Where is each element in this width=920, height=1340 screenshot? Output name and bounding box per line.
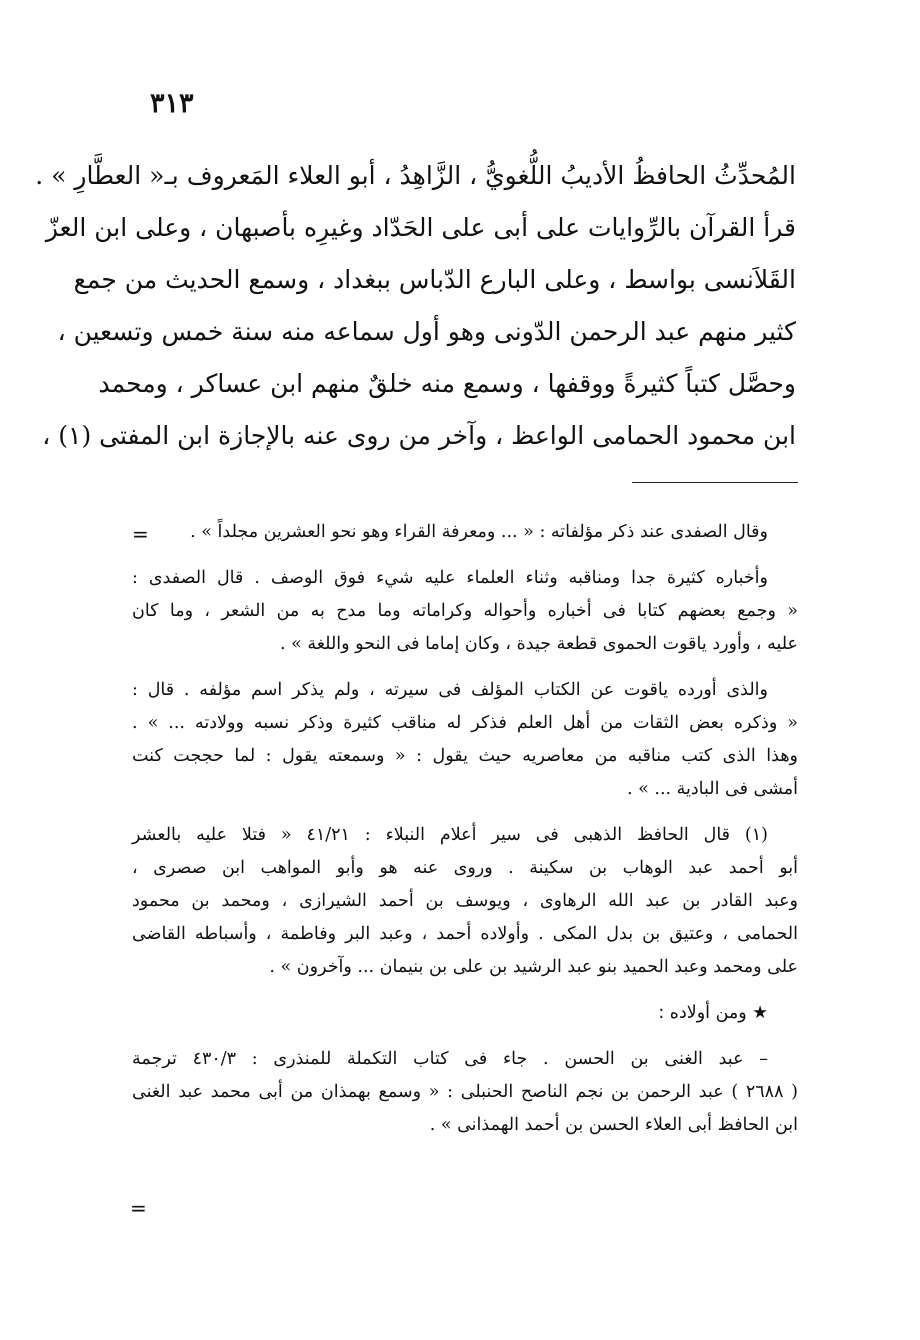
footnote-line: وهذا الذى كتب مناقبه من معاصريه حيث يقول : « وسمعته يقول : لما حججت كنت bbox=[132, 746, 798, 766]
body-line: ابن محمود الحمامى الواعظ ، وآخر من روى عنه بالإجازة ابن المفتى (١) ، bbox=[42, 421, 796, 450]
footnote-line: (١) قال الحافظ الذهبى فى سير أعلام النبلاء : ٤١/٢١ « فتلا عليه بالعشر bbox=[132, 825, 768, 845]
footnote-line: أمشى فى البادية ... » . bbox=[626, 779, 798, 799]
footnote-line: على ومحمد وعبد الحميد بنو عبد الرشيد بن على بن بنيمان ... وآخرون » . bbox=[269, 957, 798, 977]
footnote-paragraph bbox=[132, 674, 798, 806]
body-line: وحصَّل كتباً كثيرةً ووقفها ، وسمع منه خلقٌ منهم ابن عساكر ، ومحمد bbox=[98, 369, 796, 398]
footnote-1 bbox=[132, 819, 798, 984]
footnote-line: وأخباره كثيرة جدا ومناقبه وثناء العلماء عليه شيء فوق الوصف . قال الصفدى : bbox=[132, 568, 768, 588]
footnote-line: الحمامى ، وعتيق بن بدل المكى . وأولاده أحمد ، وعبد البر وفاطمة ، وأسباطه القاضى bbox=[132, 924, 798, 944]
footnote-paragraph bbox=[132, 516, 798, 549]
footnote-line: ★ ومن أولاده : bbox=[658, 1003, 768, 1023]
footnotes bbox=[132, 516, 798, 1155]
footnote-separator bbox=[632, 482, 798, 483]
footnote-line: عليه ، وأورد ياقوت الحموى قطعة جيدة ، وكان إماما فى النحو واللغة » . bbox=[279, 634, 798, 654]
footnote-paragraph bbox=[132, 562, 798, 661]
footnote-line: « وذكره بعض الثقات من أهل العلم فذكر له مناقب كثيرة وذكر نسبه وولادته ... » . bbox=[132, 713, 798, 733]
footnote-line: والذى أورده ياقوت عن الكتاب المؤلف فى سيرته ، ولم يذكر اسم مؤلفه . قال : bbox=[132, 680, 768, 700]
continuation-mark-bottom: = bbox=[130, 1196, 147, 1220]
continuation-mark-top: = bbox=[132, 522, 149, 546]
main-body-text bbox=[35, 150, 796, 462]
footnote-line: أبو أحمد عبد الوهاب بن سكينة . وروى عنه هو وأبو المواهب ابن صصرى ، bbox=[132, 858, 798, 878]
body-line: القَلاَنسى بواسط ، وعلى البارع الدّباس ببغداد ، وسمع الحديث من جمع bbox=[73, 265, 796, 294]
body-line: المُحدِّثُ الحافظُ الأديبُ اللُّغويُّ ، الزَّاهِدُ ، أبو العلاء المَعروف بـ« العطَّارِ » . bbox=[35, 161, 796, 190]
children-heading bbox=[132, 997, 798, 1030]
footnote-line: « وجمع بعضهم كتابا فى أخباره وأحواله وكراماته وما مدح به من الشعر ، وما كان bbox=[132, 601, 798, 621]
footnote-line: وعبد القادر بن عبد الله الرهاوى ، ويوسف بن أحمد الشيرازى ، ومحمد بن محمود bbox=[132, 891, 798, 911]
footnote-paragraph bbox=[132, 1043, 798, 1142]
body-line: قرأ القرآن بالرِّوايات على أبى على الحَدّاد وغيرِه بأصبهان ، وعلى ابن العزّ bbox=[45, 213, 796, 242]
footnote-line: ( ٢٦٨٨ ) عبد الرحمن بن نجم الناصح الحنبلى : « وسمع بهمذان من أبى محمد عبد الغنى bbox=[132, 1082, 799, 1102]
footnote-line: وقال الصفدى عند ذكر مؤلفاته : « ... ومعرفة القراء وهو نحو العشرين مجلداً » . bbox=[190, 522, 768, 542]
footnote-line: ابن الحافظ أبى العلاء الحسن بن أحمد الهمذانى » . bbox=[429, 1115, 798, 1135]
page-number: ٣١٣ bbox=[150, 88, 194, 119]
footnote-line: – عبد الغنى بن الحسن . جاء فى كتاب التكملة للمنذرى : ٤٣٠/٣ ترجمة bbox=[132, 1049, 768, 1069]
body-line: كثير منهم عبد الرحمن الدّونى وهو أول سماعه منه سنة خمس وتسعين ، bbox=[57, 317, 796, 346]
